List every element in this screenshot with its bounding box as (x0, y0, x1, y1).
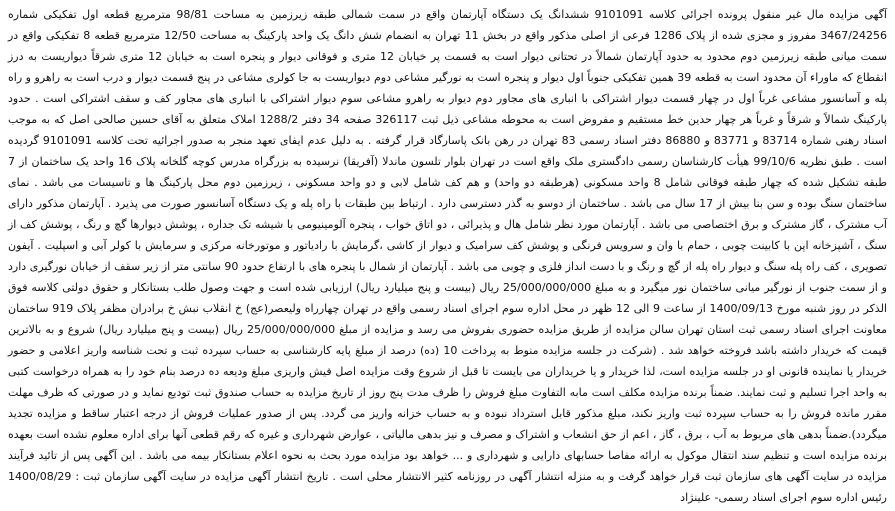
notice-body-text: آگهی مزایده مال غیر منقول پرونده اجرائی کلاسه 9101091 ششدانگ یک دستگاه آپارتمان واقع در سمت شمالی طبقه زیرزمین به مساحت 98/81 مترمربع قطعه اول تفکیکی شماره 3467/24256 مفروز و مجزی شده از پلاک 1286 فرعی از اصلی مذکور واقع در بخش 11 تهران به انضمام شش دانگ یک واحد پارکینگ به مساحت 12/50 مترمربع قطعه 8 تفکیکی واقع در سمت میانی طبقه زیرزمین دوم محدود به حدود آپارتمان شمالاً در تحتانی دیوار است به قسمت پر خیابان 12 متری و فوقانی دیوار و پنجره است به خیابان 12 متری شرقاً دیواریست به درز انقطاع که ماوراء آن محدود است به قطعه 39 همین تفکیکی جنوباً اول دیوار و پنجره است به نورگیر مشاعی دوم دیواریست به جا کولری مشاعی در پنج قسمت دیوار و درب است به راهرو و راه پله و آسانسور مشاعی غرباً اول در چهار قسمت دیوار اشتراکی با انباری های مجاور دوم دیوار به راهرو مشاعی سوم دیوار اشتراکی با انباری های مجاور کف و سقف اشتراکی است . حدود پارکینگ شمالاً و شرقاً و غرباً هر چهار حدین خط مستقیم و مفروض است به محوطه مشاعی ذیل ثبت 326117 صفحه 34 دفتر 1288/2 املاک متعلق به آقای حسین صالحی اصل که به موجب اسناد رهنی شماره 83714 و 83771 و 86880 دفتر اسناد رسمی 83 تهران در رهن بانک پاسارگاد قرار گرفته . به دلیل عدم ایفای تعهد منجر به صدور اجرائیه تحت کلاسه 9101091 گردیده است . طبق نظریه 99/10/6 هیأت کارشناسان رسمی دادگستری ملک واقع است در تهران بلوار تلسون ماندلا (آفریقا) نرسیده به بزرگراه مدرس کوچه گلخانه پلاک 16 واحد یک ساختمان از 7 طبقه تشکیل شده که چهار طبقه فوقانی شامل 8 واحد مسکونی (هرطبقه دو واحد) و هم کف شامل لابی و دو واحد مسکونی ، زیرزمین دوم محل پارکینگ ها و تاسیسات می باشد . نمای ساختمان سنگ بوده و سن بنا بیش از 17 سال می باشد . ساختمان از دوسو به گذر دسترسی دارد . ارتباط بین طبقات با راه پله و یک دستگاه آسانسور صورت می پذیرد . آپارتمان مذکور دارای آب مشترک ، گاز مشترک و برق اختصاصی می باشد . آپارتمان مورد نظر شامل هال و پذیرائی ، دو اتاق خواب ، پنجره آلومینیومی با شیشه تک جداره ، پوشش دیوارها گچ و رنگ ، پوشش کف از سنگ ، آشپزخانه اپن با کابینت چوبی ، حمام با وان و سرویس فرنگی و پوشش کف سرامیک و دیوار از کاشی ،گرمایش با رادیاتور و موتورخانه مرکزی و سرمایش با کولر آبی و اسپلیت . آیفون تصویری ، کف راه پله سنگ و دیوار راه پله از گچ و رنگ و با دست انداز فلزی و چوبی می باشد . آپارتمان از شمال با پنجره های با ارتفاع حدود 90 سانتی متر از زیر سقف از خیابان نورگیری دارد و از سمت جنوب از نورگیر میانی ساختمان نور میگیرد و به مبلغ 25/000/000/000 ریال (بیست و پنج میلیارد ریال) ارزیابی شده است و جهت وصول طلب بستانکار و حقوق دولتی کلاسه فوق الذکر در روز شنبه مورخ 1400/09/13 از ساعت 9 الی 12 ظهر در محل اداره سوم اجرای اسناد رسمی واقع در تهران چهارراه ولیعصر(عج) خ انقلاب نبش خ برادران مظفر پلاک 919 ساختمان معاونت اجرای اسناد رسمی ثبت استان تهران سالن مزایده از طریق مزایده حضوری بفروش می رسد و مزایده از مبلغ 25/000/000/000 ریال (بیست و پنج میلیارد ریال) شروع و به بالاترین قیمت که خریدار داشته باشد فروخته خواهد شد . (شرکت در جلسه مزایده منوط به پرداخت 10 (ده) درصد از مبلغ پایه کارشناسی به حساب سپرده ثبت و تحت شناسه واریز اعلامی و حضور خریدار یا نماینده قانونی او در جلسه مزایده است، لذا خریدار و یا خریداران می بایست تا قبل از شروع وقت مزایده اصل فیش واریزی مبلغ ودیعه ده درصد بنام خود را به همراه درخواست کتبی به واحد اجرا تسلیم و ثبت نمایند. ضمناً برنده مزایده مکلف است مابه التفاوت مبلغ فروش را ظرف مدت پنج روز از تاریخ مزایده به حساب صندوق ثبت تودیع نماید و در صورتی که ظرف مهلت مقرر مانده فروش را به حساب سپرده ثبت واریز نکند، مبلغ مذکور قابل استرداد نبوده و به حساب خزانه واریز می گردد. پس از صدور عملیات فروش از درجه اعتبار ساقط و مزایده تجدید میگردد).ضمناً بدهی های مربوط به آب ، برق ، گاز ، اعم از حق انشعاب و اشتراک و مصرف و نیز بدهی مالیاتی ، عوارض شهرداری و غیره که رقم قطعی آنها برای اداره معلوم نشده است بعهده برنده مزایده است و تنظیم سند انتقال موکول به ارائه مفاصا حسابهای دارایی و شهرداری و ... خواهد بود مزایده مورد بحث به نحوه اعلام بستانکار بیمه می باشد . این آگهی پس از تائید فرآیند مزایده در سایت آگهی های سازمان ثبت قرار خواهد گرفت و به منزله انتشار آگهی در روزنامه کثیر الانتشار محلی است . تاریخ انتشار آگهی مزایده در سایت آگهی سازمان ثبت : 1400/08/29 رئیس اداره سوم اجرای اسناد رسمی- علینژاد (8, 8, 888, 504)
